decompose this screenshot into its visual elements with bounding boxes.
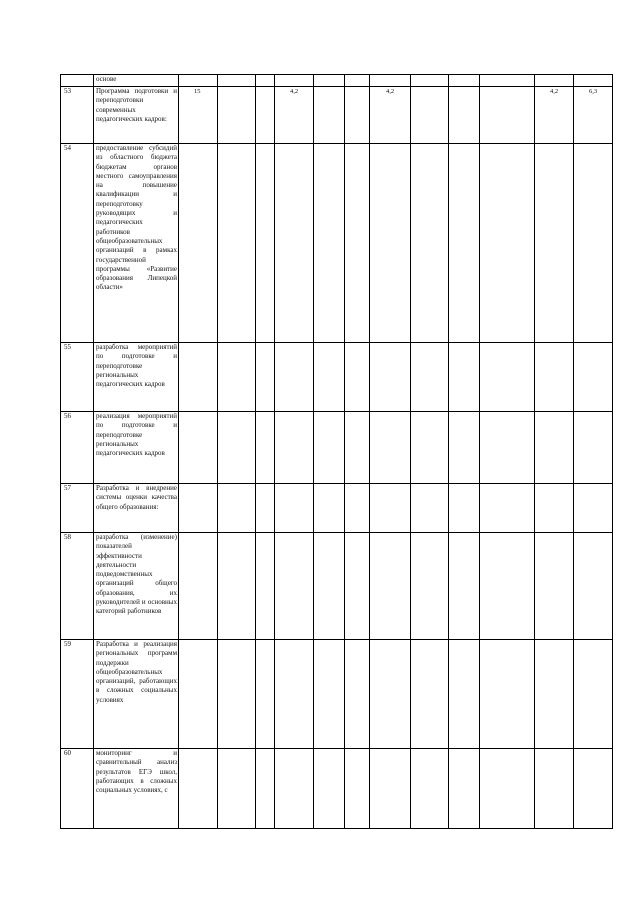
table-row (61, 484, 613, 533)
row-description: реализация мероприятий по подготовке и переподготовке региональных педагогических кадров (94, 412, 179, 484)
value-cell: 4,2 (535, 87, 574, 144)
value-cell (218, 75, 256, 87)
row-description: мониторинг и сравнительный анализ результатов ЕГЭ школ, работающих в сложных социальных условиях, с (94, 749, 179, 829)
value-cell (411, 749, 449, 829)
value-cell (256, 343, 275, 412)
value-cell (480, 412, 535, 484)
value-cell (370, 412, 411, 484)
value-cell (449, 533, 480, 640)
value-cell (411, 343, 449, 412)
value-cell (314, 75, 345, 87)
value-cell (179, 144, 218, 343)
value-cell (574, 749, 613, 829)
value-cell (218, 87, 256, 144)
row-description: предоставление субсидий из областного бюджета бюджетам органов местного самоуправления на повышение квалификации и переподготовку руководящих и педагогических работников общеобразовательных организаций в рамках государственной программы «Развитие образования Липецкой области» (94, 144, 179, 343)
value-cell (480, 144, 535, 343)
value-cell (275, 640, 314, 749)
value-cell (179, 412, 218, 484)
value-cell (345, 412, 370, 484)
value-cell (370, 144, 411, 343)
value-cell (535, 343, 574, 412)
value-cell (314, 749, 345, 829)
value-cell (370, 640, 411, 749)
value-cell (574, 640, 613, 749)
row-number (61, 75, 94, 87)
value-cell (411, 484, 449, 533)
value-cell (411, 144, 449, 343)
value-cell (411, 640, 449, 749)
table-row (61, 533, 613, 640)
table-row (61, 144, 613, 343)
value-cell (218, 749, 256, 829)
value-cell (275, 75, 314, 87)
value-cell (179, 75, 218, 87)
row-description: основе (94, 75, 179, 87)
row-number: 60 (61, 749, 94, 829)
table-body (61, 75, 613, 829)
value-cell (345, 533, 370, 640)
value-cell (480, 749, 535, 829)
table-row (61, 749, 613, 829)
value-cell: 6,3 (574, 87, 613, 144)
value-cell (218, 484, 256, 533)
value-cell (449, 484, 480, 533)
document-table-container (60, 74, 613, 829)
value-cell (314, 640, 345, 749)
value-cell (275, 343, 314, 412)
value-cell (480, 533, 535, 640)
value-cell (256, 484, 275, 533)
value-cell (218, 343, 256, 412)
value-cell (256, 533, 275, 640)
row-description: разработка (изменение) показателей эффективности деятельности подведомственных организаций общего образования, их руководителей и основных категорий работников (94, 533, 179, 640)
value-cell (218, 533, 256, 640)
value-cell (218, 412, 256, 484)
row-number: 54 (61, 144, 94, 343)
value-cell (275, 533, 314, 640)
value-cell (256, 87, 275, 144)
value-cell (574, 412, 613, 484)
value-cell (345, 749, 370, 829)
value-cell: 15 (179, 87, 218, 144)
value-cell (345, 75, 370, 87)
value-cell (574, 484, 613, 533)
value-cell (218, 144, 256, 343)
value-cell (370, 749, 411, 829)
value-cell (275, 484, 314, 533)
value-cell (314, 533, 345, 640)
value-cell (449, 412, 480, 484)
value-cell (345, 87, 370, 144)
value-cell (179, 640, 218, 749)
value-cell (449, 144, 480, 343)
table-row (61, 343, 613, 412)
value-cell (535, 75, 574, 87)
value-cell (535, 484, 574, 533)
row-number: 59 (61, 640, 94, 749)
value-cell (256, 749, 275, 829)
value-cell (370, 533, 411, 640)
value-cell (218, 640, 256, 749)
value-cell (411, 87, 449, 144)
value-cell (370, 484, 411, 533)
value-cell (535, 533, 574, 640)
value-cell (411, 75, 449, 87)
value-cell (535, 412, 574, 484)
program-funding-table (60, 74, 613, 829)
value-cell (275, 412, 314, 484)
value-cell (179, 343, 218, 412)
row-description: разработка мероприятий по подготовке и переподготовке региональных педагогических кадров (94, 343, 179, 412)
value-cell (179, 484, 218, 533)
value-cell (179, 749, 218, 829)
value-cell (480, 75, 535, 87)
value-cell (480, 484, 535, 533)
value-cell (345, 144, 370, 343)
value-cell (574, 343, 613, 412)
value-cell (314, 144, 345, 343)
table-row (61, 412, 613, 484)
value-cell (345, 343, 370, 412)
row-number: 57 (61, 484, 94, 533)
row-number: 58 (61, 533, 94, 640)
value-cell (275, 749, 314, 829)
value-cell (449, 87, 480, 144)
value-cell (535, 749, 574, 829)
value-cell (535, 640, 574, 749)
value-cell (370, 75, 411, 87)
value-cell: 4,2 (275, 87, 314, 144)
value-cell (345, 484, 370, 533)
value-cell (256, 75, 275, 87)
table-row (61, 87, 613, 144)
row-number: 56 (61, 412, 94, 484)
value-cell (449, 343, 480, 412)
value-cell (179, 533, 218, 640)
value-cell (314, 343, 345, 412)
value-cell (314, 87, 345, 144)
table-row (61, 640, 613, 749)
value-cell (275, 144, 314, 343)
row-description: Разработка и реализация региональных программ поддержки общеобразовательных организаций, работающих в сложных социальных условиях (94, 640, 179, 749)
value-cell (449, 749, 480, 829)
row-number: 53 (61, 87, 94, 144)
value-cell (314, 484, 345, 533)
value-cell (370, 343, 411, 412)
value-cell (480, 640, 535, 749)
value-cell (256, 412, 275, 484)
value-cell (345, 640, 370, 749)
value-cell (449, 640, 480, 749)
value-cell (574, 533, 613, 640)
value-cell (411, 533, 449, 640)
value-cell (256, 640, 275, 749)
value-cell (574, 75, 613, 87)
value-cell (411, 412, 449, 484)
value-cell (449, 75, 480, 87)
row-description: Разработка и внедрение системы оценки качества общего образования: (94, 484, 179, 533)
row-number: 55 (61, 343, 94, 412)
row-description: Программа подготовки и переподготовки современных педагогических кадров: (94, 87, 179, 144)
value-cell (314, 412, 345, 484)
value-cell (480, 343, 535, 412)
value-cell: 4,2 (370, 87, 411, 144)
value-cell (574, 144, 613, 343)
value-cell (535, 144, 574, 343)
value-cell (480, 87, 535, 144)
value-cell (256, 144, 275, 343)
table-row (61, 75, 613, 87)
